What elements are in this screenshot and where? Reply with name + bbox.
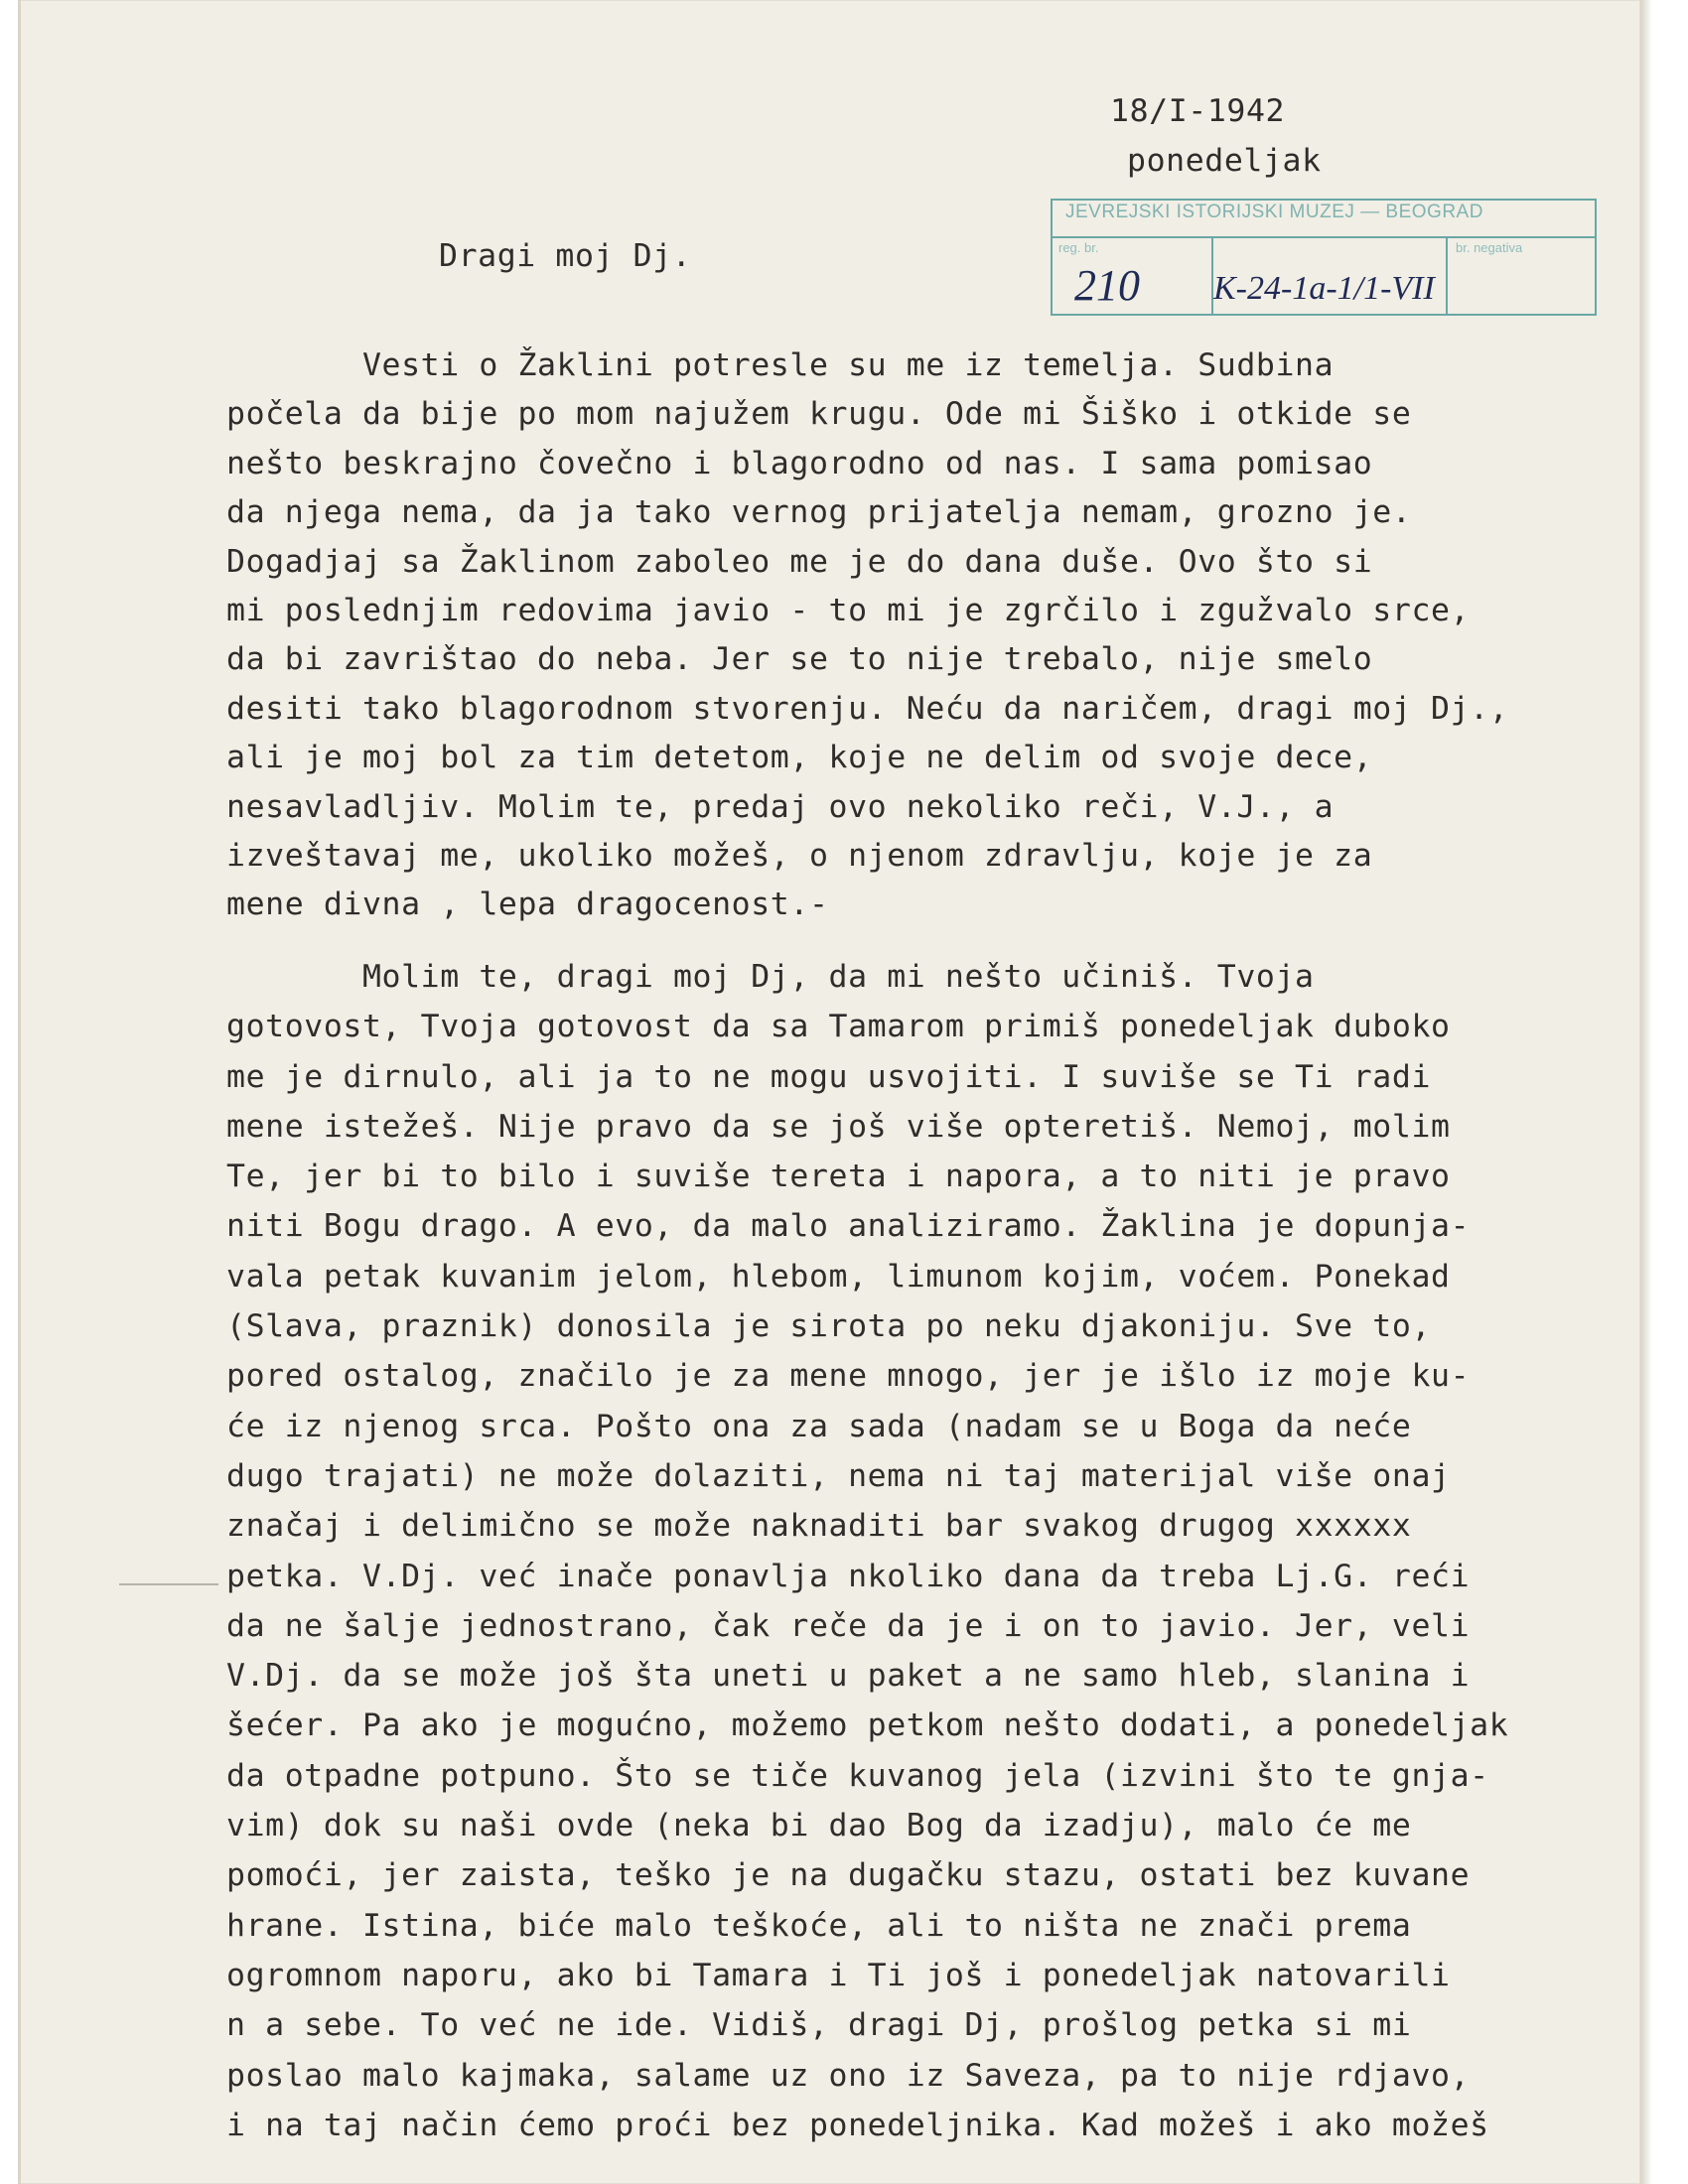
text-line: mi poslednjim redovima javio - to mi je zgrčilo i zgužvalo srce,	[226, 592, 1471, 628]
text-line: gotovost, Tvoja gotovost da sa Tamarom primiš ponedeljak duboko	[226, 1009, 1451, 1045]
text-line: mene divna , lepa dragocenost.-	[226, 887, 829, 923]
text-line: da njega nema, da ja tako vernog prijatelja nemam, grozno je.	[226, 494, 1412, 531]
text-line: poslao malo kajmaka, salame uz ono iz Saveza, pa to nije rdjavo,	[226, 2057, 1471, 2094]
text-line: da bi zavrištao do neba. Jer se to nije trebalo, nije smelo	[226, 641, 1373, 678]
text-line: pomoći, jer zaista, teško je na dugačku stazu, ostati bez kuvane	[226, 1857, 1471, 1894]
text-line: i na taj način ćemo proći bez ponedeljnika. Kad možeš i ako možeš	[226, 2107, 1489, 2143]
text-line: Dogadjaj sa Žaklinom zaboleo me je do dana duše. Ovo što si	[226, 543, 1373, 580]
text-line: V.Dj. da se može još šta uneti u paket a ne samo hleb, slanina i	[226, 1658, 1471, 1695]
text-line: vala petak kuvanim jelom, hlebom, limunom kojim, voćem. Ponekad	[226, 1258, 1451, 1295]
text-line: ogromnom naporu, ako bi Tamara i Ti još i ponedeljak natovarili	[226, 1957, 1451, 1993]
text-line: značaj i delimično se može naknaditi bar svakog drugog xxxxxx	[226, 1508, 1412, 1545]
handwritten-archive-signature: K-24-1a-1/1-VII	[1213, 270, 1435, 307]
letter-paragraph-1	[226, 341, 1508, 930]
margin-pencil-mark	[119, 1583, 218, 1585]
stamp-cell-label: br. negativa	[1456, 240, 1523, 255]
text-line: da otpadne potpuno. Što se tiče kuvanog jela (izvini što te gnja-	[226, 1757, 1489, 1794]
text-line: (Slava, praznik) donosila je sirota po neku djakoniju. Sve to,	[226, 1308, 1432, 1345]
text-line: n a sebe. To već ne ide. Vidiš, dragi Dj, prošlog petka si mi	[226, 2007, 1412, 2044]
text-line: nešto beskrajno čovečno i blagorodno od nas. I sama pomisao	[226, 445, 1373, 481]
paper-left-edge	[18, 0, 21, 2184]
text-line: Te, jer bi to bilo i suviše tereta i napora, a to niti je pravo	[226, 1159, 1451, 1195]
stamp-cell-label: reg. br.	[1058, 240, 1099, 255]
text-line: nesavladljiv. Molim te, predaj ovo nekoliko reči, V.J., a	[226, 788, 1335, 825]
text-line: vim) dok su naši ovde (neka bi dao Bog da izadju), malo će me	[226, 1808, 1412, 1844]
handwritten-registration-number: 210	[1074, 261, 1140, 310]
text-line: desiti tako blagorodnom stvorenju. Neću da naričem, dragi moj Dj.,	[226, 690, 1509, 727]
text-line: počela da bije po mom najužem krugu. Ode mi Šiško i otkide se	[226, 396, 1412, 433]
text-line: hrane. Istina, biće malo teškoće, ali to ništa ne znači prema	[226, 1907, 1412, 1944]
text-line: da ne šalje jednostrano, čak reče da je i on to javio. Jer, veli	[226, 1607, 1471, 1644]
letter-date: 18/I-1942	[1110, 93, 1286, 129]
text-line: izveštavaj me, ukoliko možeš, o njenom zdravlju, koje je za	[226, 837, 1373, 874]
text-line: će iz njenog srca. Pošto ona za sada (nadam se u Boga da neće	[226, 1408, 1412, 1444]
text-line: niti Bogu drago. A evo, da malo analiziramo. Žaklina je dopunja-	[226, 1208, 1471, 1245]
letter-paragraph-2	[226, 952, 1508, 2150]
text-line: mene istežeš. Nije pravo da se još više opteretiš. Nemoj, molim	[226, 1108, 1451, 1145]
letter-salutation: Dragi moj Dj.	[439, 238, 692, 274]
text-line: Molim te, dragi moj Dj, da mi nešto učiniš. Tvoja	[226, 959, 1315, 995]
text-line: šećer. Pa ako je mogućno, možemo petkom nešto dodati, a ponedeljak	[226, 1707, 1509, 1744]
text-line: me je dirnulo, ali ja to ne mogu usvojiti. I suviše se Ti radi	[226, 1058, 1432, 1095]
stamp-institution: JEVREJSKI ISTORIJSKI MUZEJ — BEOGRAD	[1065, 202, 1483, 222]
text-line: pored ostalog, značilo je za mene mnogo, jer je išlo iz moje ku-	[226, 1358, 1471, 1395]
text-line: ali je moj bol za tim detetom, koje ne delim od svoje dece,	[226, 740, 1373, 776]
text-line: Vesti o Žaklini potresle su me iz temelja. Sudbina	[226, 347, 1335, 383]
text-line: petka. V.Dj. već inače ponavlja nkoliko dana da treba Lj.G. reći	[226, 1558, 1471, 1594]
letter-weekday: ponedeljak	[1127, 143, 1322, 179]
text-line: dugo trajati) ne može dolaziti, nema ni taj materijal više onaj	[226, 1457, 1451, 1494]
paper-right-shadow	[1640, 0, 1652, 2184]
stamp-cell-negative	[1448, 238, 1597, 316]
